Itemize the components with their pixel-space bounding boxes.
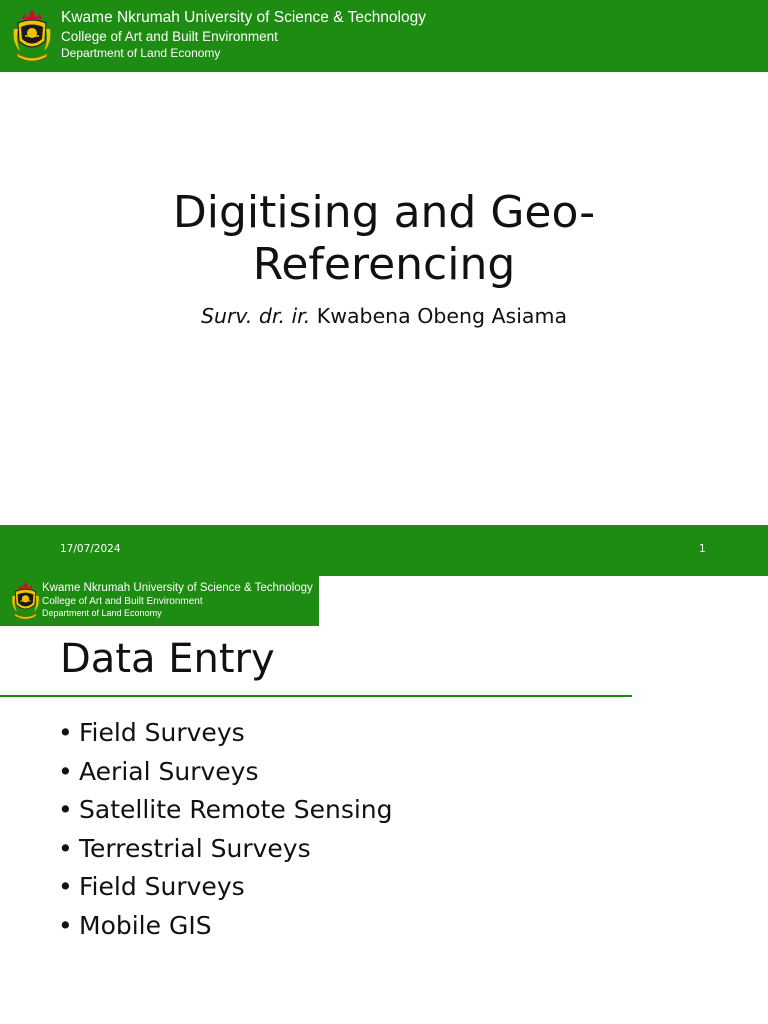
university-crest-icon	[10, 7, 54, 65]
university-crest-icon	[9, 580, 42, 622]
heading-divider	[0, 695, 632, 697]
footer-banner	[0, 525, 768, 576]
bullet-icon: •	[58, 910, 73, 940]
list-item: • Field Surveys	[58, 868, 393, 907]
bullet-list	[58, 714, 393, 945]
list-item: • Aerial Surveys	[58, 753, 393, 792]
bullet-icon: •	[58, 718, 73, 747]
slide-heading: Data Entry	[60, 636, 275, 682]
department-name: Department of Land Economy	[61, 46, 221, 60]
university-name: Kwame Nkrumah University of Science & Technology	[42, 582, 313, 594]
list-item: • Mobile GIS	[58, 907, 393, 946]
header-banner-small	[0, 576, 319, 626]
slide-2	[0, 576, 768, 1024]
college-name: College of Art and Built Environment	[61, 29, 278, 44]
university-name: Kwame Nkrumah University of Science & Technology	[61, 9, 426, 26]
author-line	[0, 304, 768, 328]
author-name: Kwabena Obeng Asiama	[316, 304, 568, 328]
slide-title	[0, 187, 768, 291]
college-name: College of Art and Built Environment	[42, 596, 203, 607]
list-item: • Satellite Remote Sensing	[58, 791, 393, 830]
footer-date: 17/07/2024	[60, 543, 121, 555]
department-name: Department of Land Economy	[42, 608, 162, 618]
bullet-icon: •	[58, 833, 73, 863]
slide-title-line-1: Digitising and Geo-	[172, 187, 596, 238]
page-number: 1	[699, 543, 706, 555]
bullet-icon: •	[58, 795, 73, 824]
list-item: • Field Surveys	[58, 714, 393, 753]
bullet-icon: •	[58, 756, 73, 786]
bullet-icon: •	[58, 872, 73, 901]
list-item: • Terrestrial Surveys	[58, 830, 393, 869]
author-prefix: Surv. dr. ir.	[200, 304, 311, 328]
slide-title-line-2: Referencing	[252, 239, 516, 290]
header-banner	[0, 0, 768, 72]
